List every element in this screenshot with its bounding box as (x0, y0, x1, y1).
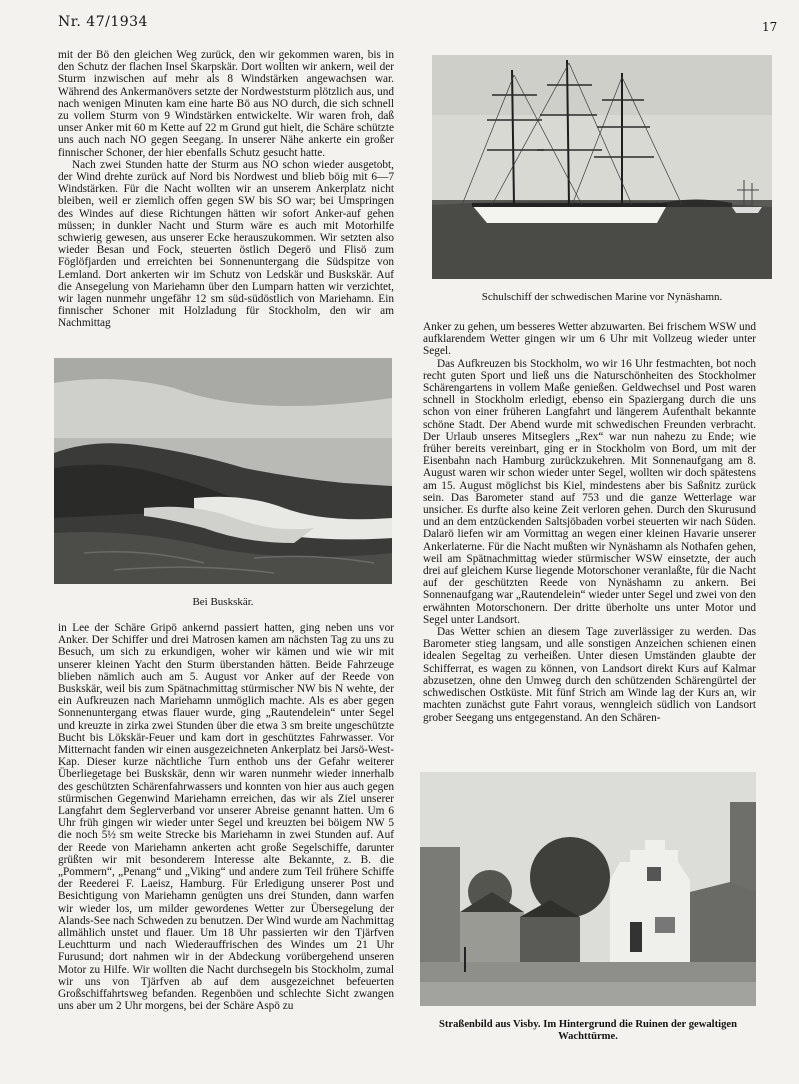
skerry-illustration (54, 358, 392, 584)
visby-illustration (420, 772, 756, 1006)
ship-illustration (432, 55, 772, 279)
paragraph: mit der Bö den gleichen Weg zurück, den wir gekommen waren, bis in den Schutz der flachen Insel Skarpskär. Dort wollten wir ankern, weil der Sturm inzwischen auf mehr als 8 Windstärken angewachsen war. Während des Ankermanövers setzte der Nordweststurm plötzlich aus, und nach wenigen Minuten kam eine harte Bö aus NO durch, die sich schnell zu vollem Sturm von 9 Windstärken entwickelte. Wir waren froh, daß unser Anker mit 60 m Kette auf 22 m Grund gut hielt, die Schäre schützte uns auch nach NO gegen Seegang. In unserer Nähe ankerte ein großer finnischer Schoner, der hier ebenfalls Schutz gesucht hatte. (58, 49, 394, 159)
skerry-caption: Bei Buskskär. (192, 596, 254, 608)
visby-caption: Straßenbild aus Visby. Im Hintergrund die Ruinen der gewaltigen Wachttürme. (439, 1019, 737, 1042)
skerry-photo (54, 358, 392, 584)
paragraph: Anker zu gehen, um besseres Wetter abzuwarten. Bei frischem WSW und aufklarendem Wetter gingen wir um 6 Uhr mit Vollzeug wieder unter Segel. (423, 321, 756, 358)
issue-number: Nr. 47/1934 (58, 14, 148, 30)
paragraph: in Lee der Schäre Gripö ankernd passiert hatten, ging neben uns vor Anker. Der Schiffer und drei Matrosen kamen am nächsten Tag zu uns zu Besuch, um sich zu erkundigen, woher wir kämen und wie wir mit unserer kleinen Yacht den Sturm überstanden hätten. Beide Fahrzeuge blieben nämlich auch am 5. August vor Anker auf der Reede von Buskskär, weil bis zum Spätnachmittag stürmischer NW bis N wehte, der ein Aufkreuzen nach Mariehamn unmöglich machte. Als es aber gegen Sonnenuntergang etwas flauer wurde, ging „Rautendelein“ unter Segel und kreuzte in zirka zwei Stunden über die etwa 3 sm breite ungeschützte Bucht bis Lökskär-Feuer und kam dort in geschütztes Fahrwasser. Vor Mitternacht fanden wir einen ausgezeichneten Ankerplatz bei Jarsö-West-Kap. Dieser kurze nächtliche Turn enthob uns der Gefahr weiterer Überliegetage bei Buskskär, denn wir waren nunmehr wieder innerhalb des geschützten Schärenfahrwassers und konnten von hier aus auch gegen stürmischen Gegenwind Mariehamn erreichen, das wir als Ziel unserer Langfahrt dem Seglerverband vor unserer Abreise genannt hatten. Um 6 Uhr früh gingen wir wieder unter Segel und kreuzten bei böigem NW 5 die noch 5½ sm weite Strecke bis Mariehamn in zwei Stunden auf. Auf der Reede von Mariehamn ankerten acht große Segelschiffe, darunter grüßten wir mit besonderem Interesse alte Bekannte, z. B. die „Pommern“, „Penang“ und „Viking“ und andere zum Teil frühere Schiffe der Reederei F. Laeisz, Hamburg. Für Erledigung unserer Post und Besichtigung von Mariehamn genügten uns drei Stunden, dann warfen wir wieder los, um milder gewordenes Wetter zur Übersegelung der Alands-See nach Schweden zu benutzen. Der Wind wurde am Nachmittag allmählich unstet und flauer. Um 18 Uhr passierten wir den Tjärfven Leuchtturm und nach Wiederauffrischen des Windes um 21 Uhr Furusund; dort nahmen wir in der Abdeckung vorübergehend unseren Motor zu Hilfe. Wir wollten die Nacht durchsegeln bis Stockholm, zumal wir uns von Tjärfven ab auf dem ausgezeichnet befeuerten Großschiffahrtsweg befanden. Regenböen und schlechte Sicht zwangen uns aber um 2 Uhr morgens, bei der Schäre Aspö zu (58, 622, 394, 1013)
page-number: 17 (762, 20, 778, 34)
paragraph: Nach zwei Stunden hatte der Sturm aus NO schon wieder ausgetobt, der Wind drehte zurück auf Nord bis Nordwest und blieb böig mit 6—7 Windstärken. Für die Nacht wollten wir an unserem Ankerplatz nicht bleiben, weil er ziemlich offen gegen SW bis SO war; bei Umspringen des Windes auf diese Richtungen hätten wir sofort Anker-auf gehen müssen; in dunkler Nacht und Sturm wäre es auch mit Motorhilfe schwierig gewesen, aus unserer Ecke herauszukommen. Wir setzten also wieder Besan und Fock, steuerten östlich Degerö und Flisö zum Föglöfjarden und erreichten bei Sonnenuntergang die Südspitze von Lemland. Dort ankerten wir im Schutz von Ledskär und Buskskär. Auf die Ansegelung von Mariehamn über den Lumparn hatten wir verzichtet, wir lagen nunmehr ungefähr 12 sm süd-südöstlich von Mariehamn. Ein finnischer Schoner mit Holzladung für Stockholm, den wir am Nachmittag (58, 158, 394, 330)
ship-caption: Schulschiff der schwedischen Marine vor Nynäshamn. (481, 291, 723, 303)
paragraph: Das Wetter schien an diesem Tage zuverlässiger zu werden. Das Barometer stieg langsam, und alle sonstigen Anzeichen schienen einen idealen Segeltag zu verheißen. Unter diesen Umständen glaubte der Schifferrat, es wagen zu können, von Landsort direkt Kurs auf Kalmar abzusetzen, ohne den Umweg durch den schützenden Schärengürtel der schwedischen Ostküste. Mit fünf Strich am Winde lag der Kurs an, wir machten zunächst gute Fahrt voraus, wennglеich südlich von Landsort grober Seegang uns entgegenstand. An den Schären- (423, 626, 756, 724)
paragraph: Das Aufkreuzen bis Stockholm, wo wir 16 Uhr festmachten, bot noch recht guten Sport und ließ uns die Naturschönheiten des Stockholmer Schärengartens in vollem Maße genießen. Geldwechsel und Post waren schnell in Stockholm erledigt, ebenso ein Spaziergang durch die uns schon von einer früheren Langfahrt und längerem Aufenthalt bekannte schöne Stadt. Der Abend wurde mit schwedischen Freunden verbracht. Der Urlaub unseres Mitseglers „Rex“ war nun nahezu zu Ende; wie früher bereits vereinbart, ging er in Stockholm von Bord, um mit der Eisenbahn nach Hamburg zurückzukehren. Mit Sonnenaufgang am 8. August waren wir schon wieder unter Segel, wollten wir doch spätestens am 15. August möglichst bis Kiel, mindestens aber bis Saßnitz zurück sein. Das Barometer stand auf 753 und die ganze Wetterlage war unsicher. Es durfte also keine Zeit verloren gehen. Durch den Skurusund und an dem entzückenden Saltsjöbaden vorbei steuerten wir nach Süden. Dalarö liefen wir am Vormittag an wegen einer kleinen Havarie unserer Ankerlaterne. Für die Nacht mußten wir Nynäshamn als Nothafen gehen, weil am Spätnachmittag wieder stürmischer WSW einsetzte, der auch drei auf gleichem Kurse liegende Motorschoner veranlaßte, für die Nacht auf der geschützten Reede von Nynäshamn zu ankern. Bei Sonnenaufgang war „Rautendelein“ wieder unter Segel und zwei von den erwähnten Motorschonern. Der dritte überholte uns unter Motor und Segel unter Landsort. (423, 357, 756, 626)
text-column-right (423, 321, 756, 724)
text-column-left-top (58, 49, 394, 330)
text-column-left-bottom (58, 622, 394, 1013)
visby-photo (420, 772, 756, 1006)
ship-photo (432, 55, 772, 279)
